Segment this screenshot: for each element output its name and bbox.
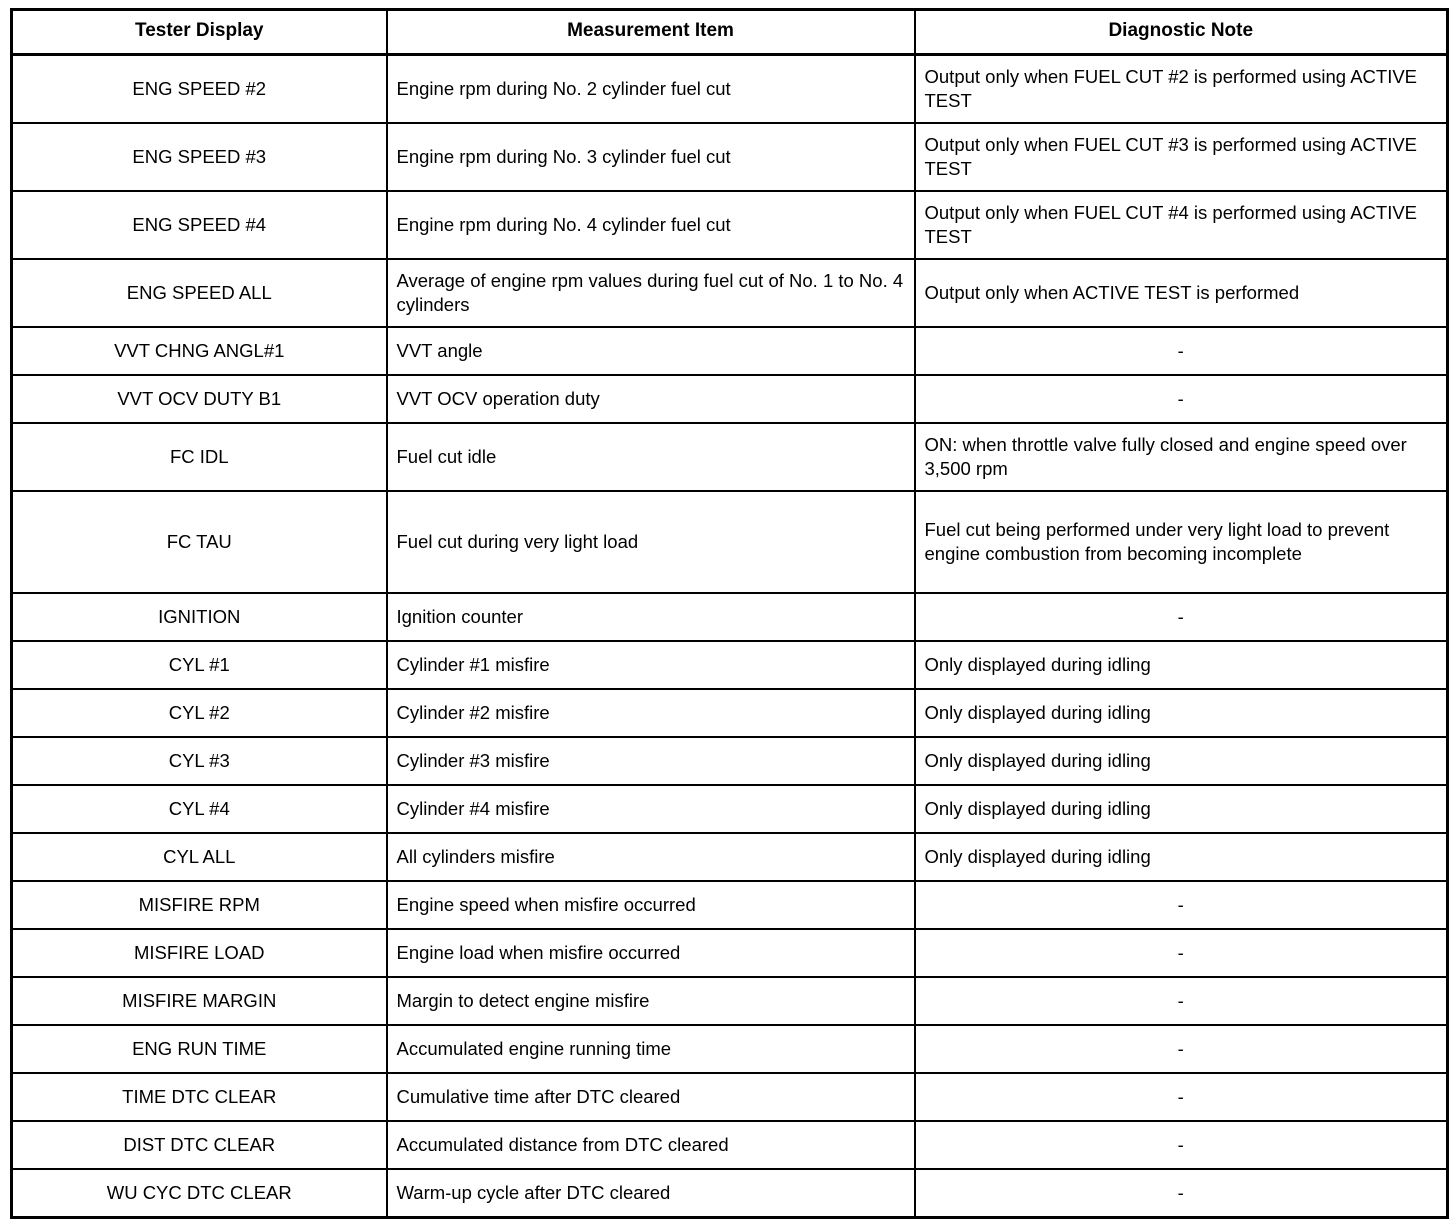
column-header-diagnostic-note: Diagnostic Note <box>915 10 1448 55</box>
table-row <box>12 689 1448 737</box>
cell-diagnostic-note: Fuel cut being performed under very light load to prevent engine combustion from becoming incomplete <box>915 491 1448 593</box>
cell-measurement-item: Cylinder #3 misfire <box>387 737 915 785</box>
cell-tester-display: TIME DTC CLEAR <box>12 1073 387 1121</box>
cell-diagnostic-note: Only displayed during idling <box>915 833 1448 881</box>
cell-tester-display: WU CYC DTC CLEAR <box>12 1169 387 1218</box>
cell-diagnostic-note: Only displayed during idling <box>915 641 1448 689</box>
cell-tester-display: CYL #3 <box>12 737 387 785</box>
cell-tester-display: MISFIRE MARGIN <box>12 977 387 1025</box>
column-header-measurement-item: Measurement Item <box>387 10 915 55</box>
cell-diagnostic-note-empty: - <box>915 1121 1448 1169</box>
cell-diagnostic-note: Output only when FUEL CUT #3 is performed using ACTIVE TEST <box>915 123 1448 191</box>
table-row <box>12 1025 1448 1073</box>
cell-diagnostic-note-empty: - <box>915 327 1448 375</box>
cell-diagnostic-note: Only displayed during idling <box>915 785 1448 833</box>
cell-measurement-item: All cylinders misfire <box>387 833 915 881</box>
cell-tester-display: VVT OCV DUTY B1 <box>12 375 387 423</box>
cell-tester-display: VVT CHNG ANGL#1 <box>12 327 387 375</box>
table-row <box>12 375 1448 423</box>
table-body <box>12 54 1448 1217</box>
cell-measurement-item: Engine rpm during No. 3 cylinder fuel cut <box>387 123 915 191</box>
table-row <box>12 833 1448 881</box>
cell-measurement-item: Margin to detect engine misfire <box>387 977 915 1025</box>
cell-tester-display: MISFIRE RPM <box>12 881 387 929</box>
table-row <box>12 977 1448 1025</box>
cell-tester-display: ENG RUN TIME <box>12 1025 387 1073</box>
cell-diagnostic-note: Output only when FUEL CUT #2 is performed using ACTIVE TEST <box>915 54 1448 123</box>
table-row <box>12 1169 1448 1218</box>
cell-tester-display: CYL #1 <box>12 641 387 689</box>
cell-tester-display: FC TAU <box>12 491 387 593</box>
cell-tester-display: ENG SPEED #4 <box>12 191 387 259</box>
table-header <box>12 10 1448 55</box>
cell-diagnostic-note-empty: - <box>915 1169 1448 1218</box>
cell-measurement-item: Engine rpm during No. 2 cylinder fuel cut <box>387 54 915 123</box>
cell-tester-display: CYL #2 <box>12 689 387 737</box>
cell-measurement-item: Cylinder #2 misfire <box>387 689 915 737</box>
cell-diagnostic-note-empty: - <box>915 881 1448 929</box>
tester-display-table <box>10 8 1449 1219</box>
cell-measurement-item: Fuel cut during very light load <box>387 491 915 593</box>
cell-diagnostic-note-empty: - <box>915 1073 1448 1121</box>
table-header-row <box>12 10 1448 55</box>
cell-measurement-item: Cylinder #1 misfire <box>387 641 915 689</box>
cell-measurement-item: Cumulative time after DTC cleared <box>387 1073 915 1121</box>
table-row <box>12 191 1448 259</box>
cell-tester-display: ENG SPEED #2 <box>12 54 387 123</box>
table-row <box>12 259 1448 327</box>
cell-tester-display: MISFIRE LOAD <box>12 929 387 977</box>
cell-diagnostic-note-empty: - <box>915 977 1448 1025</box>
table-row <box>12 929 1448 977</box>
table-row <box>12 327 1448 375</box>
cell-measurement-item: Engine rpm during No. 4 cylinder fuel cut <box>387 191 915 259</box>
cell-diagnostic-note-empty: - <box>915 375 1448 423</box>
cell-measurement-item: Engine speed when misfire occurred <box>387 881 915 929</box>
cell-measurement-item: Warm-up cycle after DTC cleared <box>387 1169 915 1218</box>
cell-diagnostic-note-empty: - <box>915 929 1448 977</box>
table-row <box>12 123 1448 191</box>
table-row <box>12 1073 1448 1121</box>
table-row <box>12 491 1448 593</box>
cell-measurement-item: Fuel cut idle <box>387 423 915 491</box>
cell-measurement-item: Engine load when misfire occurred <box>387 929 915 977</box>
cell-tester-display: FC IDL <box>12 423 387 491</box>
cell-measurement-item: VVT angle <box>387 327 915 375</box>
table-row <box>12 641 1448 689</box>
cell-measurement-item: Accumulated engine running time <box>387 1025 915 1073</box>
table-row <box>12 1121 1448 1169</box>
cell-diagnostic-note: ON: when throttle valve fully closed and engine speed over 3,500 rpm <box>915 423 1448 491</box>
cell-diagnostic-note: Only displayed during idling <box>915 689 1448 737</box>
cell-diagnostic-note: Only displayed during idling <box>915 737 1448 785</box>
table-row <box>12 737 1448 785</box>
cell-measurement-item: Accumulated distance from DTC cleared <box>387 1121 915 1169</box>
cell-measurement-item: Cylinder #4 misfire <box>387 785 915 833</box>
cell-diagnostic-note-empty: - <box>915 1025 1448 1073</box>
cell-tester-display: DIST DTC CLEAR <box>12 1121 387 1169</box>
cell-diagnostic-note: Output only when FUEL CUT #4 is performed using ACTIVE TEST <box>915 191 1448 259</box>
table-row <box>12 423 1448 491</box>
cell-tester-display: CYL #4 <box>12 785 387 833</box>
cell-measurement-item: Average of engine rpm values during fuel cut of No. 1 to No. 4 cylinders <box>387 259 915 327</box>
column-header-tester-display: Tester Display <box>12 10 387 55</box>
table-row <box>12 785 1448 833</box>
table-row <box>12 881 1448 929</box>
cell-measurement-item: VVT OCV operation duty <box>387 375 915 423</box>
cell-tester-display: ENG SPEED ALL <box>12 259 387 327</box>
cell-tester-display: ENG SPEED #3 <box>12 123 387 191</box>
cell-tester-display: IGNITION <box>12 593 387 641</box>
cell-diagnostic-note-empty: - <box>915 593 1448 641</box>
cell-tester-display: CYL ALL <box>12 833 387 881</box>
cell-diagnostic-note: Output only when ACTIVE TEST is performed <box>915 259 1448 327</box>
cell-measurement-item: Ignition counter <box>387 593 915 641</box>
table-row <box>12 54 1448 123</box>
table-row <box>12 593 1448 641</box>
